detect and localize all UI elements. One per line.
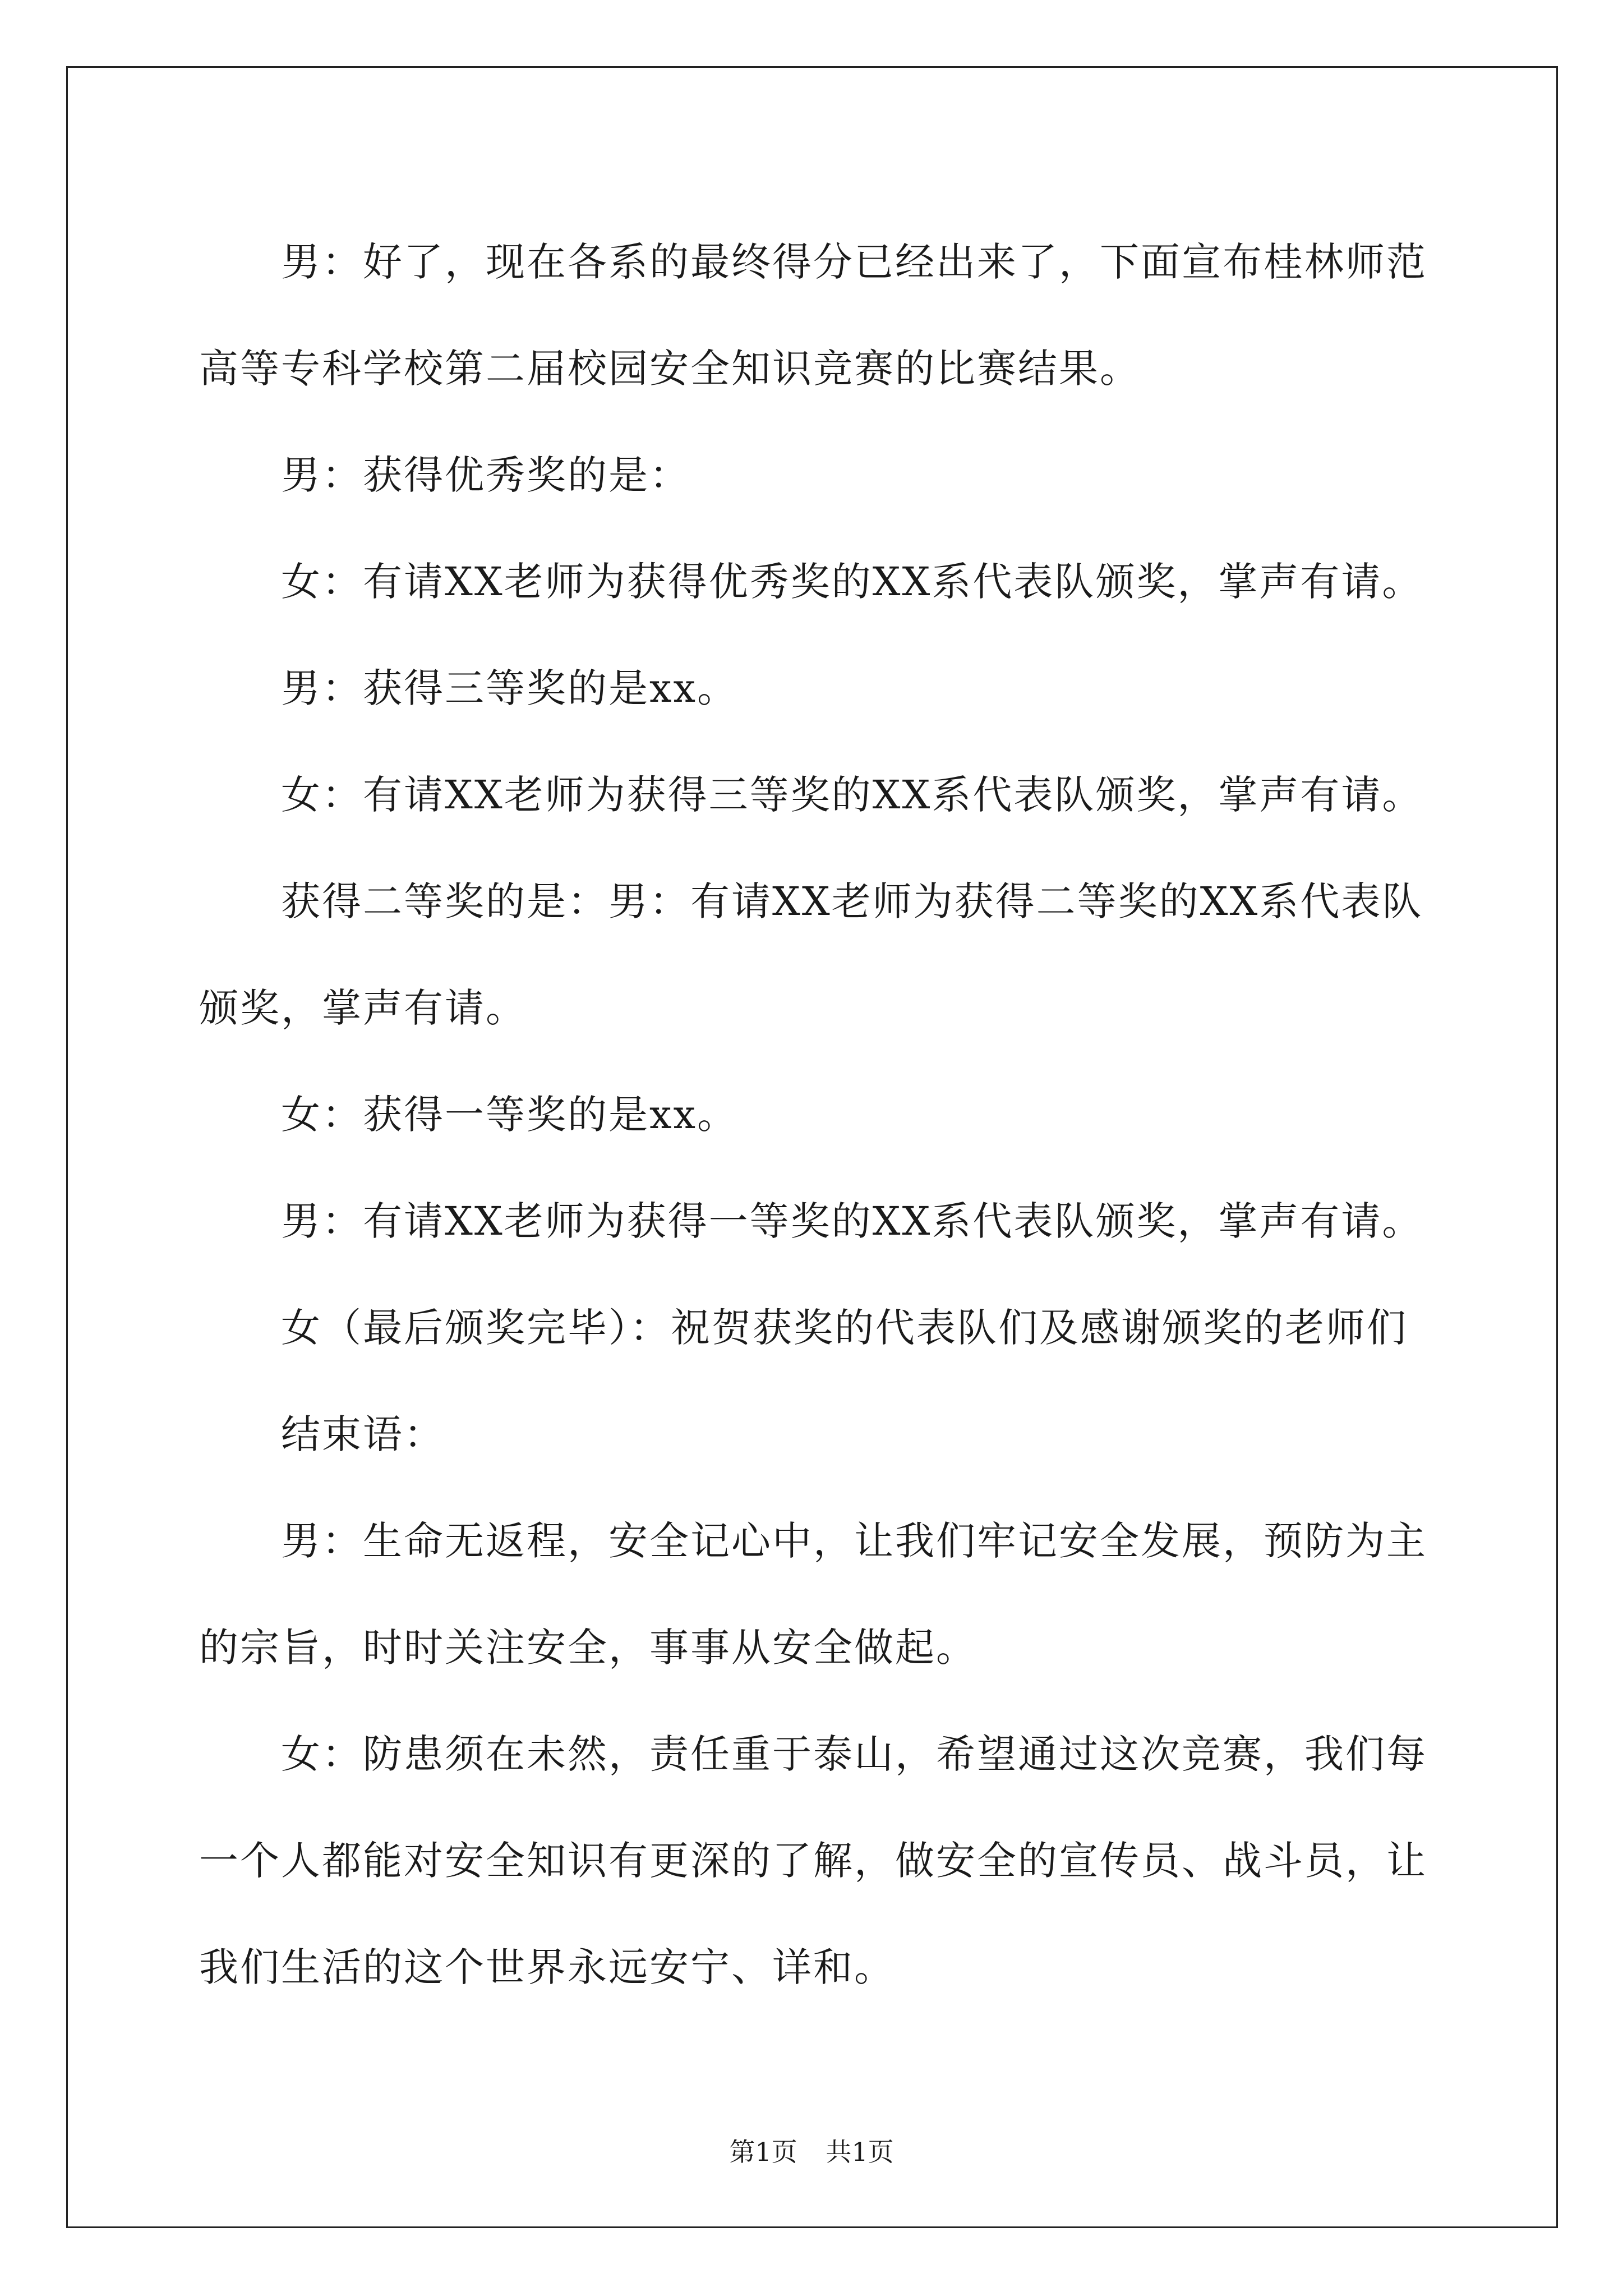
document-body xyxy=(199,209,1427,2021)
text-line: 女（最后颁奖完毕）：祝贺获奖的代表队们及感谢颁奖的老师们 xyxy=(281,1305,1408,1351)
text-line: 高等专科学校第二届校园安全知识竞赛的比赛结果。 xyxy=(199,346,1141,392)
text-line: 我们生活的这个世界永远安宁、详和。 xyxy=(199,1944,895,1990)
text-line: 男：好了，现在各系的最终得分已经出来了，下面宣布桂林师范 xyxy=(281,239,1427,285)
text-line: 获得二等奖的是：男：有请XX老师为获得二等奖的XX系代表队 xyxy=(281,878,1423,924)
page-footer xyxy=(0,2132,1623,2169)
text-line: 女：有请XX老师为获得三等奖的XX系代表队颁奖，掌声有请。 xyxy=(281,772,1423,818)
text-line: 男：有请XX老师为获得一等奖的XX系代表队颁奖，掌声有请。 xyxy=(281,1198,1423,1244)
text-line: 女：获得一等奖的是xx。 xyxy=(281,1092,738,1138)
text-line: 男：生命无返程，安全记心中，让我们牢记安全发展，预防为主 xyxy=(281,1518,1427,1564)
page-number: 第1页 xyxy=(729,2137,797,2167)
text-line: 颁奖，掌声有请。 xyxy=(199,985,527,1031)
page-total: 共1页 xyxy=(826,2137,894,2167)
text-line: 女：防患须在未然，责任重于泰山，希望通过这次竞赛，我们每 xyxy=(281,1731,1427,1777)
text-line: 女：有请XX老师为获得优秀奖的XX系代表队颁奖，掌声有请。 xyxy=(281,559,1423,605)
text-line: 一个人都能对安全知识有更深的了解，做安全的宣传员、战斗员，让 xyxy=(199,1838,1427,1884)
text-line: 男：获得优秀奖的是： xyxy=(281,452,690,498)
text-line: 男：获得三等奖的是xx。 xyxy=(281,665,738,711)
text-line: 的宗旨，时时关注安全，事事从安全做起。 xyxy=(199,1625,977,1671)
text-line: 结束语： xyxy=(281,1411,445,1457)
